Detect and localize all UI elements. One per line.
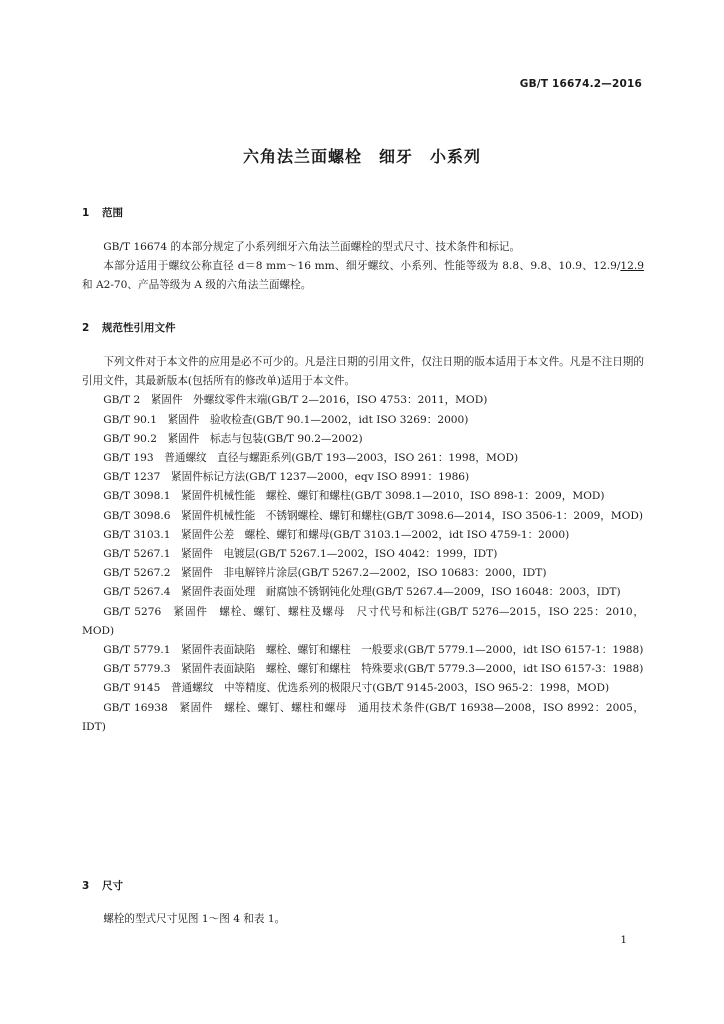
paragraph <box>82 257 644 295</box>
reference-item: GB/T 5276 紧固件 螺栓、螺钉、螺柱及螺母 尺寸代号和标注(GB/T 5276—2015，ISO 225：2010，MOD) <box>82 605 644 637</box>
paragraph: 下列文件对于本文件的应用是必不可少的。凡是注日期的引用文件，仅注日期的版本适用于本文件。凡是不注日期的引用文件，其最新版本(包括所有的修改单)适用于本文件。 <box>82 356 644 388</box>
document-title: 六角法兰面螺栓 细牙 小系列 <box>242 147 481 166</box>
text-run: 本部分适用于螺纹公称直径 d＝8 mm～16 mm、细牙螺纹、小系列、性能等级为 8.8、9.8、10.9、12.9/ <box>103 260 621 273</box>
underlined-text: 12.9 <box>620 260 644 273</box>
standard-number: GB/T 16674.2—2016 <box>519 78 642 90</box>
section-3-body <box>82 910 644 929</box>
reference-item: GB/T 90.1 紧固件 验收检查(GB/T 90.1—2002，idt ISO 3269：2000) <box>103 413 469 426</box>
section-2-body <box>82 353 644 737</box>
section-2-heading <box>82 320 176 335</box>
paragraph: GB/T 16674 的本部分规定了小系列细牙六角法兰面螺栓的型式尺寸、技术条件和标记。 <box>103 241 521 253</box>
section-title: 范围 <box>102 207 123 219</box>
section-number: 1 <box>82 207 90 219</box>
reference-item: GB/T 5267.2 紧固件 非电解锌片涂层(GB/T 5267.2—2002，ISO 10683：2000，IDT) <box>103 567 547 580</box>
section-1-body <box>82 238 644 296</box>
reference-item: GB/T 3098.6 紧固件机械性能 不锈钢螺栓、螺钉和螺柱(GB/T 3098.6—2014，ISO 3506-1：2009，MOD) <box>103 509 644 522</box>
page-number: 1 <box>620 934 627 946</box>
reference-item: GB/T 1237 紧固件标记方法(GB/T 1237—2000，eqv ISO 8991：1986) <box>103 471 470 484</box>
reference-item: GB/T 9145 普通螺纹 中等精度、优选系列的极限尺寸(GB/T 9145-2003，ISO 965-2：1998，MOD) <box>103 682 610 695</box>
reference-item: GB/T 2 紧固件 外螺纹零件末端(GB/T 2—2016，ISO 4753：2011，MOD) <box>103 394 488 407</box>
section-1-heading <box>82 205 123 220</box>
section-number: 3 <box>82 880 90 892</box>
section-title: 尺寸 <box>102 880 123 892</box>
section-title: 规范性引用文件 <box>102 322 176 334</box>
reference-item: GB/T 5779.1 紧固件表面缺陷 螺栓、螺钉和螺柱 一般要求(GB/T 5779.1—2000，idt ISO 6157-1：1988) <box>103 644 644 657</box>
section-3-heading <box>82 878 123 893</box>
reference-item: GB/T 16938 紧固件 螺栓、螺钉、螺柱和螺母 通用技术条件(GB/T 16938—2008，ISO 8992：2005，IDT) <box>82 701 644 733</box>
section-number: 2 <box>82 322 90 334</box>
reference-item: GB/T 5267.4 紧固件表面处理 耐腐蚀不锈钢钝化处理(GB/T 5267.4—2009，ISO 16048：2003，IDT) <box>103 586 621 599</box>
reference-item: GB/T 5267.1 紧固件 电镀层(GB/T 5267.1—2002，ISO 4042：1999，IDT) <box>103 548 498 561</box>
reference-item: GB/T 3098.1 紧固件机械性能 螺栓、螺钉和螺柱(GB/T 3098.1—2010，ISO 898-1：2009，MOD) <box>103 490 605 503</box>
paragraph: 螺栓的型式尺寸见图 1～图 4 和表 1。 <box>103 913 286 925</box>
reference-item: GB/T 3103.1 紧固件公差 螺栓、螺钉和螺母(GB/T 3103.1—2002，idt ISO 4759-1：2000) <box>103 528 570 541</box>
reference-item: GB/T 193 普通螺纹 直径与螺距系列(GB/T 193—2003，ISO 261：1998，MOD) <box>103 452 519 465</box>
reference-item: GB/T 5779.3 紧固件表面缺陷 螺栓、螺钉和螺柱 特殊要求(GB/T 5779.3—2000，idt ISO 6157-3：1988) <box>103 663 644 676</box>
reference-item: GB/T 90.2 紧固件 标志与包装(GB/T 90.2—2002) <box>103 432 363 445</box>
text-run: 和 A2-70、产品等级为 A 级的六角法兰面螺栓。 <box>82 279 312 292</box>
